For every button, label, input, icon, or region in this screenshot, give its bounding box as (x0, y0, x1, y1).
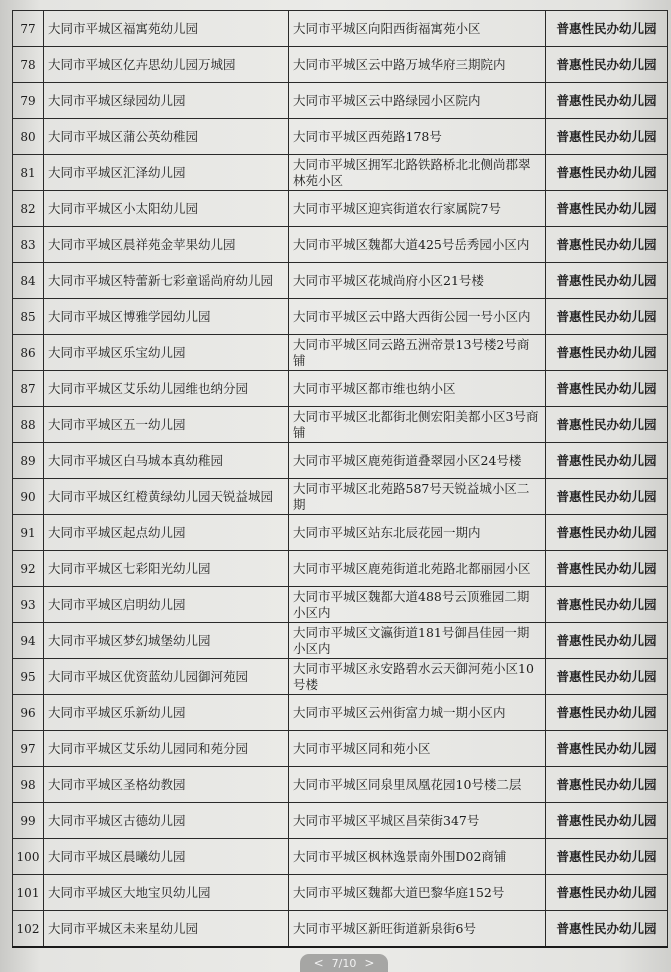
table-row (13, 695, 668, 731)
table-row (13, 911, 668, 948)
kindergarten-type: 普惠性民办幼儿园 (546, 515, 668, 551)
kindergarten-type: 普惠性民办幼儿园 (546, 911, 668, 948)
row-number: 91 (13, 515, 44, 551)
kindergarten-name: 大同市平城区起点幼儿园 (44, 515, 289, 551)
table-row (13, 443, 668, 479)
kindergarten-name: 大同市平城区五一幼儿园 (44, 407, 289, 443)
kindergarten-type: 普惠性民办幼儿园 (546, 839, 668, 875)
kindergarten-name: 大同市平城区艾乐幼儿园同和苑分园 (44, 731, 289, 767)
row-number: 102 (13, 911, 44, 948)
kindergarten-name: 大同市平城区未来星幼儿园 (44, 911, 289, 948)
kindergarten-type: 普惠性民办幼儿园 (546, 443, 668, 479)
table-row (13, 299, 668, 335)
kindergarten-name: 大同市平城区启明幼儿园 (44, 587, 289, 623)
table-row (13, 119, 668, 155)
kindergarten-name: 大同市平城区优资蓝幼儿园御河苑园 (44, 659, 289, 695)
table-row (13, 371, 668, 407)
chevron-left-icon[interactable]: < (313, 956, 324, 970)
kindergarten-address: 大同市平城区枫林逸景南外围D02商铺 (289, 839, 546, 875)
kindergarten-type: 普惠性民办幼儿园 (546, 695, 668, 731)
kindergarten-type: 普惠性民办幼儿园 (546, 659, 668, 695)
page-indicator: 7/10 (331, 956, 357, 970)
table-row (13, 155, 668, 191)
kindergarten-type: 普惠性民办幼儿园 (546, 47, 668, 83)
row-number: 97 (13, 731, 44, 767)
page-navigator (300, 954, 388, 972)
row-number: 87 (13, 371, 44, 407)
table-row (13, 407, 668, 443)
table-row (13, 191, 668, 227)
kindergarten-name: 大同市平城区梦幻城堡幼儿园 (44, 623, 289, 659)
kindergarten-name: 大同市平城区红橙黄绿幼儿园天锐益城园 (44, 479, 289, 515)
kindergarten-address: 大同市平城区同泉里凤凰花园10号楼二层 (289, 767, 546, 803)
table-row (13, 335, 668, 371)
kindergarten-type: 普惠性民办幼儿园 (546, 731, 668, 767)
kindergarten-address: 大同市平城区拥军北路铁路桥北北侧尚郡翠林苑小区 (289, 155, 546, 191)
kindergarten-address: 大同市平城区魏都大道425号岳秀园小区内 (289, 227, 546, 263)
row-number: 79 (13, 83, 44, 119)
kindergarten-type: 普惠性民办幼儿园 (546, 227, 668, 263)
kindergarten-address: 大同市平城区云中路万城华府三期院内 (289, 47, 546, 83)
row-number: 77 (13, 11, 44, 47)
table-row (13, 263, 668, 299)
kindergarten-type: 普惠性民办幼儿园 (546, 767, 668, 803)
table-row (13, 83, 668, 119)
kindergarten-address: 大同市平城区魏都大道巴黎华庭152号 (289, 875, 546, 911)
kindergarten-address: 大同市平城区鹿苑街道北苑路北都丽园小区 (289, 551, 546, 587)
row-number: 88 (13, 407, 44, 443)
kindergarten-type: 普惠性民办幼儿园 (546, 335, 668, 371)
kindergarten-address: 大同市平城区云州街富力城一期小区内 (289, 695, 546, 731)
row-number: 86 (13, 335, 44, 371)
row-number: 95 (13, 659, 44, 695)
kindergarten-name: 大同市平城区七彩阳光幼儿园 (44, 551, 289, 587)
kindergarten-address: 大同市平城区云中路绿园小区院内 (289, 83, 546, 119)
chevron-right-icon[interactable]: > (364, 956, 375, 970)
kindergarten-type: 普惠性民办幼儿园 (546, 155, 668, 191)
kindergarten-address: 大同市平城区西苑路178号 (289, 119, 546, 155)
kindergarten-address: 大同市平城区向阳西街福寓苑小区 (289, 11, 546, 47)
table-row (13, 587, 668, 623)
kindergarten-type: 普惠性民办幼儿园 (546, 479, 668, 515)
table-row (13, 659, 668, 695)
kindergarten-type: 普惠性民办幼儿园 (546, 299, 668, 335)
kindergarten-address: 大同市平城区花城尚府小区21号楼 (289, 263, 546, 299)
kindergarten-address: 大同市平城区魏都大道488号云顶雅园二期小区内 (289, 587, 546, 623)
kindergarten-name: 大同市平城区绿园幼儿园 (44, 83, 289, 119)
kindergarten-type: 普惠性民办幼儿园 (546, 11, 668, 47)
kindergarten-name: 大同市平城区蒲公英幼稚园 (44, 119, 289, 155)
table-row (13, 515, 668, 551)
table-row (13, 875, 668, 911)
row-number: 96 (13, 695, 44, 731)
table-row (13, 767, 668, 803)
table-row (13, 839, 668, 875)
kindergarten-address: 大同市平城区北苑路587号天锐益城小区二期 (289, 479, 546, 515)
row-number: 81 (13, 155, 44, 191)
kindergarten-name: 大同市平城区乐新幼儿园 (44, 695, 289, 731)
kindergarten-address: 大同市平城区同和苑小区 (289, 731, 546, 767)
table-body (13, 11, 668, 948)
kindergarten-address: 大同市平城区文瀛街道181号御昌佳园一期小区内 (289, 623, 546, 659)
kindergarten-address: 大同市平城区迎宾街道农行家属院7号 (289, 191, 546, 227)
kindergarten-table (12, 10, 668, 948)
table-row (13, 803, 668, 839)
kindergarten-type: 普惠性民办幼儿园 (546, 551, 668, 587)
kindergarten-name: 大同市平城区大地宝贝幼儿园 (44, 875, 289, 911)
row-number: 90 (13, 479, 44, 515)
kindergarten-type: 普惠性民办幼儿园 (546, 587, 668, 623)
kindergarten-name: 大同市平城区晨曦幼儿园 (44, 839, 289, 875)
kindergarten-name: 大同市平城区福寓苑幼儿园 (44, 11, 289, 47)
kindergarten-name: 大同市平城区晨祥苑金苹果幼儿园 (44, 227, 289, 263)
row-number: 98 (13, 767, 44, 803)
kindergarten-type: 普惠性民办幼儿园 (546, 119, 668, 155)
kindergarten-address: 大同市平城区永安路碧水云天御河苑小区10号楼 (289, 659, 546, 695)
row-number: 94 (13, 623, 44, 659)
kindergarten-type: 普惠性民办幼儿园 (546, 407, 668, 443)
kindergarten-type: 普惠性民办幼儿园 (546, 623, 668, 659)
row-number: 89 (13, 443, 44, 479)
kindergarten-name: 大同市平城区汇泽幼儿园 (44, 155, 289, 191)
table-row (13, 227, 668, 263)
row-number: 100 (13, 839, 44, 875)
row-number: 101 (13, 875, 44, 911)
kindergarten-type: 普惠性民办幼儿园 (546, 371, 668, 407)
row-number: 92 (13, 551, 44, 587)
kindergarten-address: 大同市平城区都市维也纳小区 (289, 371, 546, 407)
row-number: 78 (13, 47, 44, 83)
kindergarten-name: 大同市平城区白马城本真幼稚园 (44, 443, 289, 479)
kindergarten-name: 大同市平城区艾乐幼儿园维也纳分园 (44, 371, 289, 407)
row-number: 80 (13, 119, 44, 155)
kindergarten-address: 大同市平城区云中路大西街公园一号小区内 (289, 299, 546, 335)
kindergarten-name: 大同市平城区博雅学园幼儿园 (44, 299, 289, 335)
row-number: 84 (13, 263, 44, 299)
table-row (13, 731, 668, 767)
table-row (13, 47, 668, 83)
row-number: 99 (13, 803, 44, 839)
kindergarten-type: 普惠性民办幼儿园 (546, 875, 668, 911)
row-number: 93 (13, 587, 44, 623)
kindergarten-name: 大同市平城区特蕾新七彩童谣尚府幼儿园 (44, 263, 289, 299)
kindergarten-type: 普惠性民办幼儿园 (546, 191, 668, 227)
kindergarten-type: 普惠性民办幼儿园 (546, 83, 668, 119)
kindergarten-address: 大同市平城区北都街北侧宏阳美都小区3号商铺 (289, 407, 546, 443)
kindergarten-name: 大同市平城区亿卉思幼儿园万城园 (44, 47, 289, 83)
table-row (13, 11, 668, 47)
row-number: 82 (13, 191, 44, 227)
row-number: 85 (13, 299, 44, 335)
kindergarten-name: 大同市平城区古德幼儿园 (44, 803, 289, 839)
table-row (13, 623, 668, 659)
kindergarten-type: 普惠性民办幼儿园 (546, 263, 668, 299)
table-row (13, 551, 668, 587)
kindergarten-type: 普惠性民办幼儿园 (546, 803, 668, 839)
kindergarten-address: 大同市平城区站东北辰花园一期内 (289, 515, 546, 551)
row-number: 83 (13, 227, 44, 263)
kindergarten-address: 大同市平城区同云路五洲帝景13号楼2号商铺 (289, 335, 546, 371)
kindergarten-address: 大同市平城区新旺街道新泉街6号 (289, 911, 546, 948)
kindergarten-address: 大同市平城区鹿苑街道叠翠园小区24号楼 (289, 443, 546, 479)
kindergarten-address: 大同市平城区平城区昌荣街347号 (289, 803, 546, 839)
kindergarten-name: 大同市平城区乐宝幼儿园 (44, 335, 289, 371)
kindergarten-name: 大同市平城区小太阳幼儿园 (44, 191, 289, 227)
kindergarten-name: 大同市平城区圣格幼教园 (44, 767, 289, 803)
table-row (13, 479, 668, 515)
